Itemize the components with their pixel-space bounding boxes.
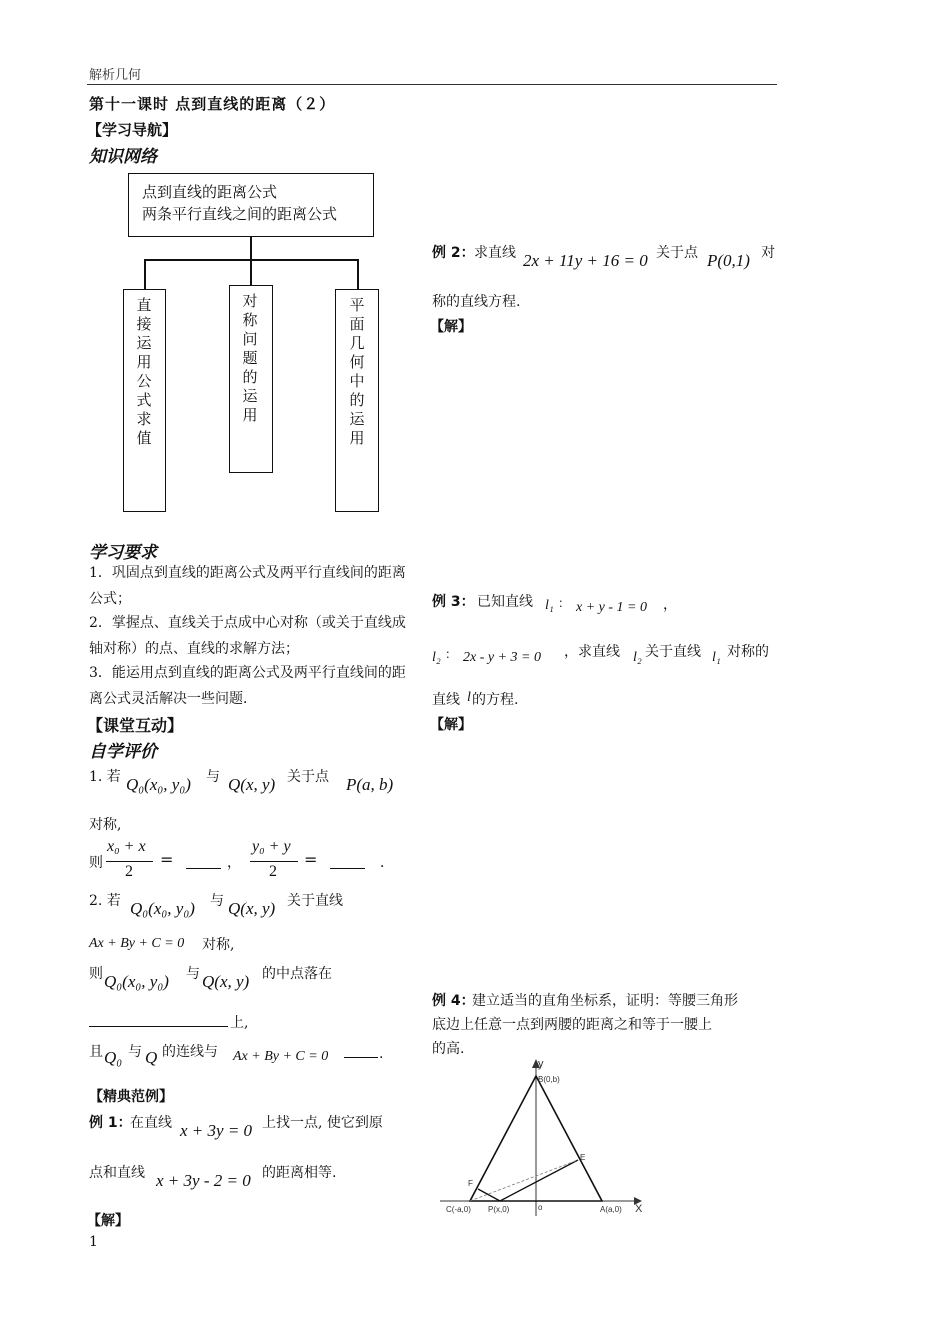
ex3-l2-ref: l₂ — [633, 650, 642, 665]
frac1-numerator: x₀ + x — [107, 838, 146, 855]
diagram-branch2: 对称问题的运用 — [242, 292, 258, 424]
q2-on: 上, — [230, 1015, 249, 1031]
frac2-equals: = — [304, 850, 318, 869]
ex2-text3: 对 — [761, 245, 775, 261]
label-b: B(0,b) — [538, 1075, 560, 1084]
ex2-point: P(0,1) — [707, 251, 750, 270]
interaction-heading: 【课堂互动】 — [87, 716, 184, 735]
frac1-denominator: 2 — [125, 863, 133, 880]
ex1-text3: 点和直线 — [89, 1165, 145, 1181]
label-c: C(-a,0) — [446, 1205, 471, 1214]
ex4-text1: 建立适当的直角坐标系，证明：等腰三角形 — [472, 993, 738, 1009]
frac2-numerator: y₀ + y — [252, 838, 291, 855]
examples-heading: 【精典范例】 — [89, 1089, 173, 1105]
q2b-with: 与 — [186, 966, 200, 982]
ex3-l: l — [467, 690, 471, 705]
lesson-title: 第十一课时 点到直线的距离（２） — [89, 95, 336, 113]
frac2-denominator: 2 — [269, 863, 277, 880]
connector-mid — [250, 259, 252, 285]
ex3-text2: ，求直线 — [564, 644, 620, 660]
ex4-label: 例 4： — [432, 993, 475, 1009]
ex1-line2: x + 3y - 2 = 0 — [156, 1171, 251, 1190]
q2-and: 且 — [89, 1044, 103, 1060]
connector-left — [144, 259, 146, 289]
q2-with: 与 — [210, 893, 224, 909]
ex4-text3: 的高. — [432, 1041, 465, 1057]
y-axis-label: y — [538, 1058, 544, 1070]
height-dashed — [470, 1160, 578, 1201]
ex1-text2: 上找一点, 使它到原 — [262, 1115, 383, 1131]
q2-prefix: 2. 若 — [89, 893, 121, 909]
self-eval-heading: 自学评价 — [89, 742, 157, 762]
connector-right — [357, 259, 359, 289]
ex3-l1-ref: l₁ — [712, 650, 721, 665]
ex1-text4: 的距离相等. — [262, 1165, 337, 1181]
q2-line-equation: Ax + By + C = 0 — [89, 936, 185, 951]
ex3-solution: 【解】 — [430, 717, 472, 733]
diagram-branch3: 平面几何中的运用 — [349, 296, 365, 447]
q1-point-q: Q(x, y) — [228, 775, 276, 794]
ex1-solution: 【解】 — [87, 1213, 129, 1229]
ex1-text1: 在直线 — [130, 1115, 172, 1131]
page-number: 1 — [89, 1234, 98, 1250]
ex2-text1: 求直线 — [474, 245, 516, 261]
ex4-text2: 底边上任意一点到两腰的距离之和等于一腰上 — [432, 1017, 712, 1033]
q2-midpoint: 的中点落在 — [262, 966, 332, 982]
ex2-text2: 关于点 — [656, 245, 698, 261]
q1-prefix: 1. 若 — [89, 769, 121, 785]
q1-symmetric: 对称, — [89, 817, 122, 833]
requirements-heading: 学习要求 — [89, 543, 157, 563]
ex3-text4: 直线 — [432, 692, 460, 708]
ex1-label: 例 1： — [89, 1115, 132, 1131]
q1-comma: ， — [227, 855, 241, 871]
label-a: A(a,0) — [600, 1205, 622, 1214]
answer-blank-4[interactable] — [344, 1048, 378, 1058]
requirement-item-3: 3．能运用点到直线的距离公式及两平行直线间的距离公式灵活解决一些问题． — [89, 665, 406, 707]
q2-symmetric: 对称, — [202, 937, 235, 953]
ex3-text3: 对称的 — [727, 644, 769, 660]
label-e: E — [580, 1153, 586, 1162]
ex3-text5: 的方程. — [472, 692, 519, 708]
answer-blank-2[interactable] — [330, 852, 365, 869]
ex1-line1: x + 3y = 0 — [180, 1121, 253, 1140]
perpendicular-pf — [478, 1189, 500, 1201]
q2-line-equation-2: Ax + By + C = 0 — [233, 1049, 329, 1064]
ex3-colon1: ： — [558, 596, 571, 610]
ex3-text2b: 关于直线 — [645, 644, 701, 660]
answer-blank-3[interactable] — [89, 1010, 228, 1027]
perpendicular-pe — [500, 1160, 578, 1201]
q2-point-q0: Q₀(x₀, y₀) — [130, 899, 195, 918]
q2-q: Q — [145, 1048, 158, 1067]
ex3-text1: 已知直线 — [477, 594, 533, 610]
ex3-l1: l₁ — [545, 598, 554, 613]
q1-then: 则 — [89, 855, 103, 871]
x-axis-label: X — [635, 1203, 643, 1215]
connector-vertical-main — [250, 237, 252, 260]
ex3-colon2: ： — [445, 647, 458, 661]
label-f: F — [468, 1179, 473, 1188]
diagram-branch1: 直接运用公式求值 — [136, 296, 152, 447]
diagram-top-line1: 点到直线的距离公式 — [142, 183, 278, 201]
requirement-item-2: 2．掌握点、直线关于点成中心对称（或关于直线成轴对称）的点、直线的求解方法； — [89, 615, 406, 657]
ex3-eq2: 2x - y + 3 = 0 — [463, 650, 541, 665]
answer-blank-1[interactable] — [186, 852, 221, 869]
frac1-bar — [106, 861, 153, 862]
isosceles-triangle-figure — [432, 1056, 652, 1226]
ex2-line: 2x + 11y + 16 = 0 — [523, 251, 648, 270]
q2-q0: Q₀ — [104, 1048, 123, 1067]
q2-connect: 的连线与 — [162, 1044, 218, 1060]
q1-point-p: P(a, b) — [346, 775, 394, 794]
ex3-label: 例 3： — [432, 594, 475, 610]
ex3-comma: ， — [663, 597, 677, 613]
q2-end-dot: . — [379, 1046, 384, 1062]
q1-with: 与 — [206, 769, 220, 785]
ex2-text4: 称的直线方程. — [432, 294, 521, 310]
q2b-point-q0: Q₀(x₀, y₀) — [104, 972, 169, 991]
q2-point-q: Q(x, y) — [228, 899, 276, 918]
header-rule — [87, 84, 777, 85]
diagram-top-line2: 两条平行直线之间的距离公式 — [142, 205, 338, 223]
q1-period: ． — [380, 855, 394, 871]
ex2-solution: 【解】 — [430, 319, 472, 335]
q2-about-line: 关于直线 — [287, 893, 343, 909]
frac1-equals: = — [160, 850, 174, 869]
knowledge-heading: 知识网络 — [89, 147, 157, 167]
frac2-bar — [250, 861, 298, 862]
q2-and-with: 与 — [128, 1044, 142, 1060]
q2b-point-q: Q(x, y) — [202, 972, 250, 991]
q2-then: 则 — [89, 966, 103, 982]
ex2-label: 例 2： — [432, 245, 475, 261]
requirement-item-1: 1．巩固点到直线的距离公式及两平行直线间的距离公式； — [89, 565, 406, 607]
q1-about: 关于点 — [287, 769, 329, 785]
label-p: P(x,0) — [488, 1205, 510, 1214]
ex3-l2: l₂ — [432, 650, 441, 665]
header-section: 解析几何 — [89, 68, 142, 83]
ex3-eq1: x + y - 1 = 0 — [576, 600, 647, 615]
label-o: o — [538, 1203, 543, 1212]
q1-point-q0: Q₀(x₀, y₀) — [126, 775, 191, 794]
nav-heading: 【学习导航】 — [87, 121, 178, 139]
